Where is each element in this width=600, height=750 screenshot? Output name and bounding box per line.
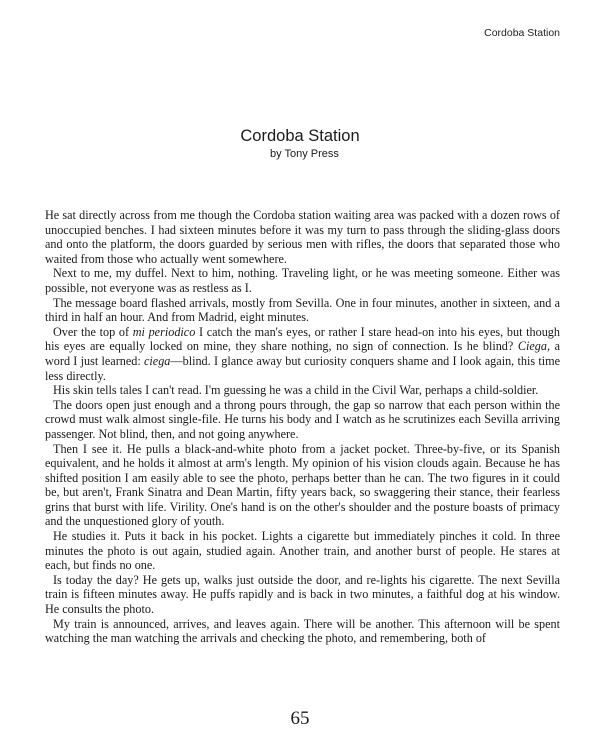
- paragraph-text: Then I see it. He pulls a black-and-white photo from a jacket pocket. Three-by-five, or its Spanish equivalent, and he holds it almost at arm's length. My opinion of his vision clouds again. Because he has shifted position I am easily able to see the photo, perhaps better than he can. The two figures in it could be, but aren't, Frank Sinatra and Dean Martin, fifty years back, so swaggering their stance, their fearless grins that burst with life. Virility. One's hand is on the other's shoulder and the posture boasts of primacy and the unquestioned glory of youth.: [45, 441, 560, 529]
- paragraph-text: Next to me, my duffel. Next to him, nothing. Traveling light, or he was meeting someone. Either was possible, not everyone was as restless as I.: [45, 266, 560, 295]
- title-block: [0, 127, 600, 160]
- body-paragraph: [45, 383, 560, 398]
- italic-text: mi periodico: [132, 324, 196, 339]
- body-paragraph: [45, 266, 560, 295]
- paragraph-text: His skin tells tales I can't read. I'm guessing he was a child in the Civil War, perhaps a child-soldier.: [53, 383, 539, 398]
- body-paragraph: [45, 617, 560, 646]
- body-paragraph: [45, 208, 560, 266]
- paragraph-text: He sat directly across from me though the Cordoba station waiting area was packed with a dozen rows of unoccupied benches. I had sixteen minutes before it was my turn to pass through the sliding-glass doors and onto the platform, the doors guarded by serious men with rifles, the doors that separated those who waited from those who actually went somewhere.: [45, 208, 560, 266]
- paragraph-text: , a word I just learned:: [45, 339, 560, 368]
- paragraph-text: The doors open just enough and a throng pours through, the gap so narrow that each person within the crowd must walk almost single-file. He turns his body and I watch as he scrutinizes each Sevilla arriving passenger. Not blind, then, and not going anywhere.: [45, 397, 560, 441]
- body-paragraph: [45, 573, 560, 617]
- page-number: 65: [290, 708, 310, 729]
- paragraph-text: He studies it. Puts it back in his pocket. Lights a cigarette but immediately pinches it cold. In three minutes the photo is out again, studied again. Another train, and another burst of people. He stares at each, but finds no one.: [45, 529, 560, 573]
- byline: by Tony Press: [270, 148, 339, 160]
- paragraph-text: The message board flashed arrivals, mostly from Sevilla. One in four minutes, another in sixteen, and a third in half an hour. And from Madrid, eight minutes.: [45, 295, 560, 325]
- body-paragraph: [45, 442, 560, 530]
- paragraph-text: —blind. I glance away but curiosity conquers shame and I look again, this time less directly.: [45, 353, 561, 383]
- italic-text: ciega: [144, 353, 171, 368]
- paragraph-text: I catch the man's eyes, or rather I stare head-on into his eyes, but though his eyes are equally locked on mine, they share nothing, no sign of connection. Is he blind?: [45, 324, 560, 354]
- running-header: Cordoba Station: [484, 27, 560, 39]
- body-paragraph: [45, 325, 560, 383]
- paragraph-text: Is today the day? He gets up, walks just outside the door, and re-lights his cigarette. The next Sevilla train is fifteen minutes away. He puffs rapidly and is back in two minutes, a faithful dog at his window. He consults the photo.: [45, 572, 560, 617]
- body-paragraph: [45, 529, 560, 573]
- paragraph-text: My train is announced, arrives, and leaves again. There will be another. This afternoon will be spent watching the man watching the arrivals and checking the photo, and remembering, both of: [45, 616, 560, 646]
- story-title: Cordoba Station: [240, 127, 360, 145]
- paragraph-text: Over the top of: [53, 324, 133, 339]
- italic-text: Ciega: [517, 339, 547, 354]
- body-paragraph: [45, 296, 560, 325]
- body-paragraph: [45, 398, 560, 442]
- story-body: [45, 208, 560, 646]
